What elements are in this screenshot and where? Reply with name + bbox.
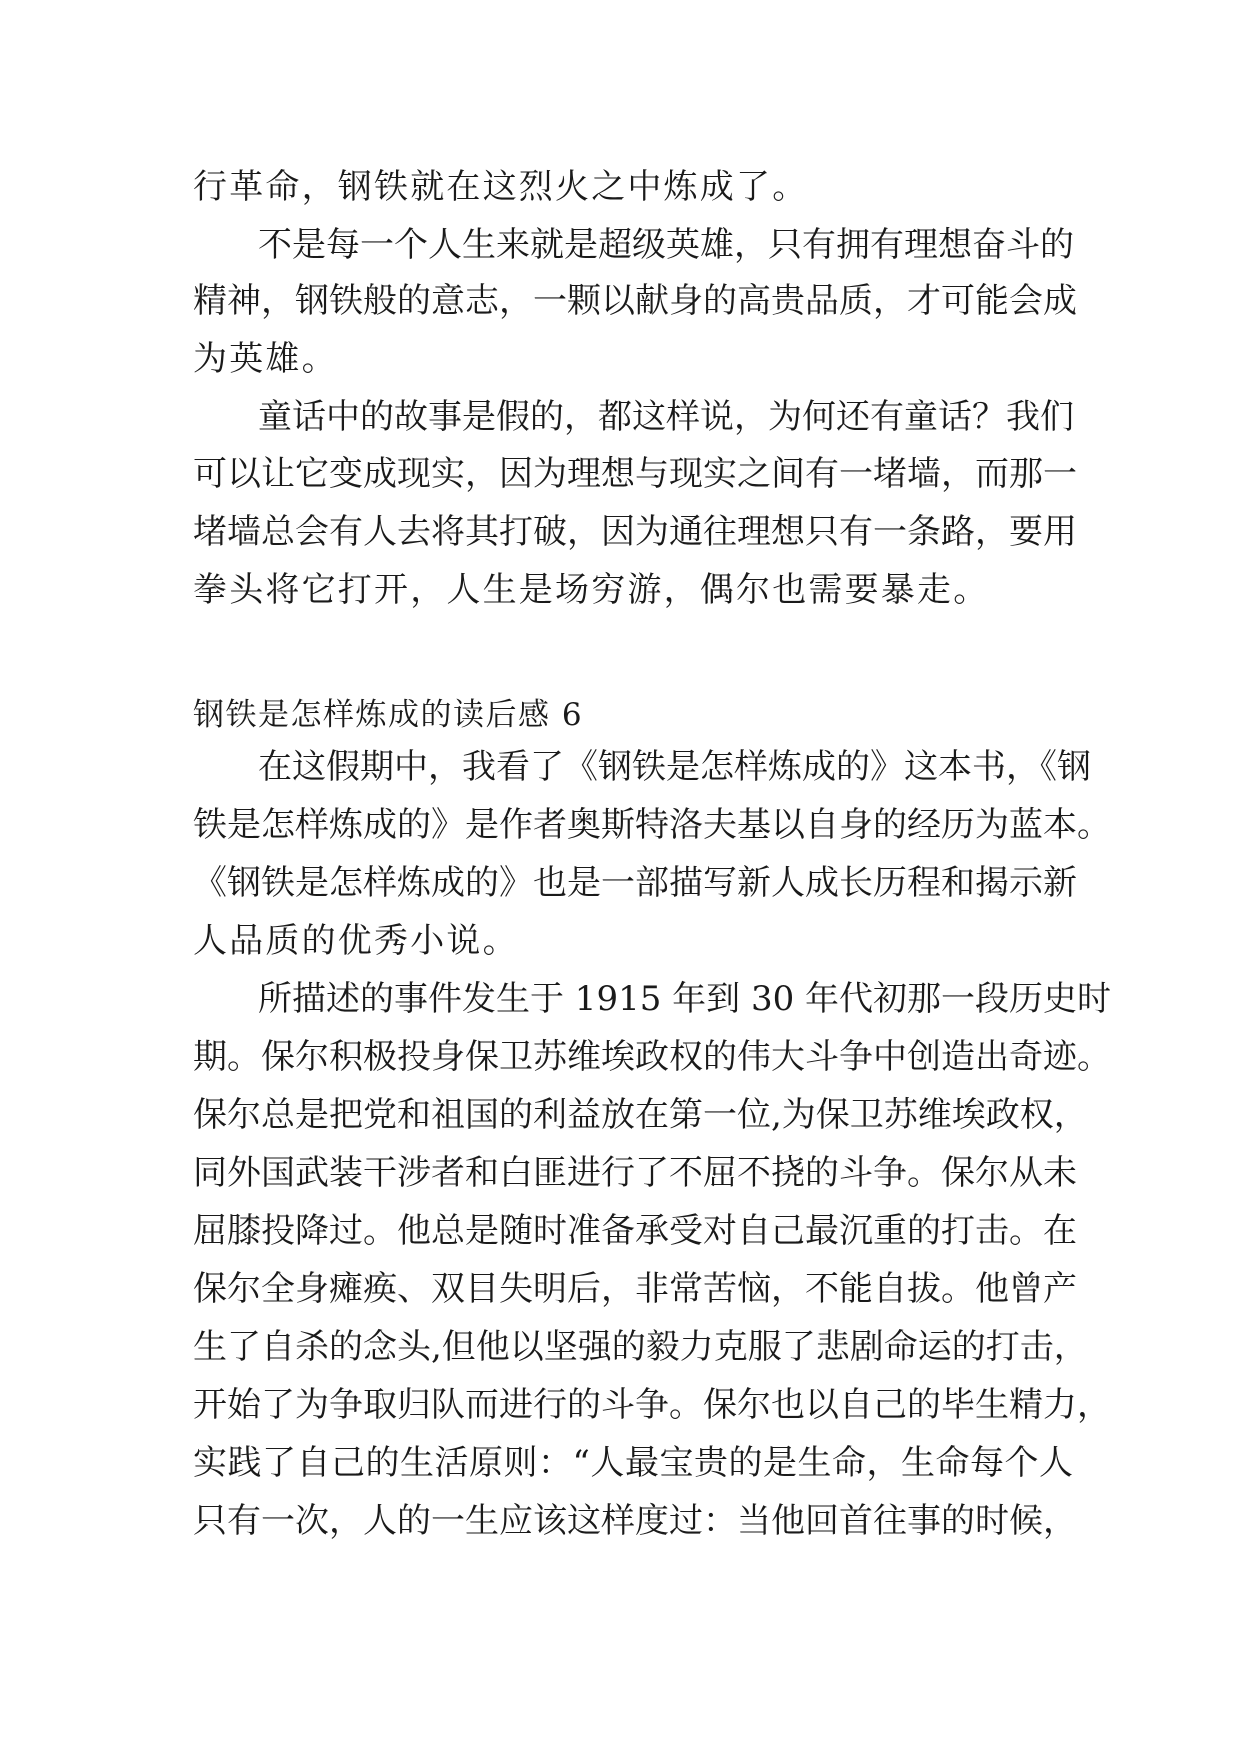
- paragraph-line: 堵墙总会有人去将其打破，因为通往理想只有一条路，要用: [193, 512, 1077, 552]
- paragraph-line: 同外国武装干涉者和白匪进行了不屈不挠的斗争。保尔从未: [193, 1153, 1077, 1193]
- paragraph-line: 生了自杀的念头,但他以坚强的毅力克服了悲剧命运的打击，: [193, 1327, 1088, 1367]
- section-heading: 钢铁是怎样炼成的读后感 6: [193, 697, 584, 733]
- paragraph-line: 只有一次，人的一生应该这样度过：当他回首往事的时候，: [193, 1501, 1077, 1541]
- paragraph-line: 所描述的事件发生于 1915 年到 30 年代初那一段历史时: [258, 979, 1112, 1019]
- paragraph-line: 在这假期中，我看了《钢铁是怎样炼成的》这本书，《钢: [258, 747, 1091, 787]
- paragraph-line: 人品质的优秀小说。: [193, 921, 519, 961]
- paragraph-line: 精神，钢铁般的意志，一颗以献身的高贵品质，才可能会成: [193, 281, 1077, 321]
- paragraph-line: 不是每一个人生来就是超级英雄，只有拥有理想奋斗的: [258, 225, 1074, 265]
- paragraph-line: 铁是怎样炼成的》是作者奥斯特洛夫基以自身的经历为蓝本。: [193, 805, 1111, 845]
- paragraph-line: 为英雄。: [193, 339, 338, 379]
- paragraph-line: 可以让它变成现实，因为理想与现实之间有一堵墙，而那一: [193, 454, 1077, 494]
- paragraph-line: 行革命，钢铁就在这烈火之中炼成了。: [193, 167, 809, 207]
- paragraph-line: 开始了为争取归队而进行的斗争。保尔也以自己的毕生精力，: [193, 1385, 1111, 1425]
- paragraph-line: 期。保尔积极投身保卫苏维埃政权的伟大斗争中创造出奇迹。: [193, 1037, 1111, 1077]
- paragraph-line: 拳头将它打开，人生是场穷游，偶尔也需要暴走。: [193, 570, 990, 610]
- paragraph-line: 实践了自己的生活原则：“人最宝贵的是生命，生命每个人: [193, 1443, 1073, 1483]
- paragraph-line: 保尔全身瘫痪、双目失明后，非常苦恼，不能自拔。他曾产: [193, 1269, 1077, 1309]
- paragraph-line: 童话中的故事是假的，都这样说，为何还有童话？我们: [258, 397, 1074, 437]
- paragraph-line: 保尔总是把党和祖国的利益放在第一位,为保卫苏维埃政权，: [193, 1095, 1088, 1135]
- paragraph-line: 《钢铁是怎样炼成的》也是一部描写新人成长历程和揭示新: [193, 863, 1077, 903]
- paragraph-line: 屈膝投降过。他总是随时准备承受对自己最沉重的打击。在: [193, 1211, 1077, 1251]
